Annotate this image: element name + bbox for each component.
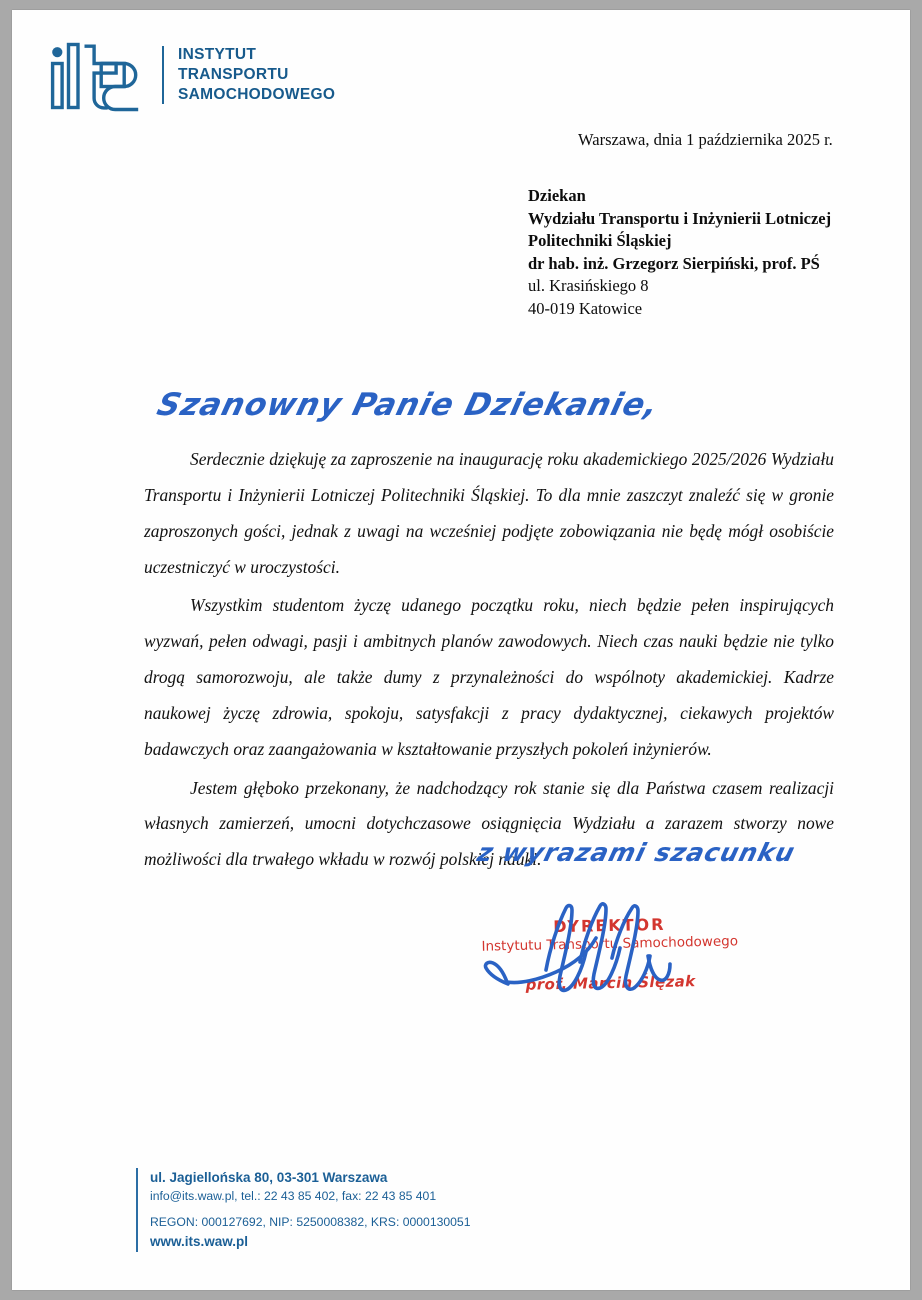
footer: [136, 1168, 471, 1252]
stamp-title: DYREKTOR: [553, 914, 666, 937]
footer-contact: info@its.waw.pl, tel.: 22 43 85 402, fax: 22 43 85 401: [150, 1188, 437, 1203]
addressee-line-1: Dziekan: [528, 186, 586, 205]
footer-website: www.its.waw.pl: [150, 1233, 249, 1249]
stamp-name: prof. Marcin Ślęzak: [525, 972, 696, 994]
logo-divider: [162, 46, 164, 104]
addressee-line-5: ul. Krasińskiego 8: [528, 276, 649, 296]
footer-registry: REGON: 000127692, NIP: 5250008382, KRS: 0000130051: [150, 1215, 471, 1230]
addressee-block: [528, 185, 831, 321]
body-paragraph-1: [144, 442, 834, 585]
addressee-line-6: 40-019 Katowice: [528, 298, 643, 318]
institute-name-line2: TRANSPORTU: [178, 65, 289, 83]
addressee-line-3: Politechniki Śląskiej: [528, 231, 672, 251]
its-monogram-logo-icon: [48, 38, 152, 112]
addressee-line-2: Wydziału Transportu i Inżynierii Lotniczej: [528, 208, 832, 228]
date-line: Warszawa, dnia 1 października 2025 r.: [578, 130, 833, 149]
body-paragraph-1-text: Serdecznie dziękuję za zaproszenie na inaugurację roku akademickiego 2025/2026 Wydziału Transportu i Inżynierii Lotniczej Politechniki Śląskiej. To dla mnie zaszczyt znaleźć się w gronie zaproszonych gości, jednak z uwagi na wcześniej podjęte zobowiązania nie będę mógł osobiście uczestniczyć w uroczystości.: [144, 449, 834, 577]
signature-block: [460, 900, 760, 1020]
director-stamp: [459, 913, 761, 996]
letterhead: [48, 38, 335, 112]
stamp-organization: Instytutu Transportu Samochodowego: [481, 933, 739, 955]
handwritten-salutation: Szanowny Panie Dziekanie,: [153, 387, 663, 423]
letter-body: [144, 442, 834, 881]
handwritten-closing: z wyrazami szacunku: [474, 838, 799, 867]
institute-name: [178, 45, 335, 105]
body-paragraph-2: [144, 588, 834, 767]
body-paragraph-3-text: Jestem głęboko przekonany, że nadchodzący rok stanie się dla Państwa czasem realizacji własnych zamierzeń, umocni dotychczasowe osiągnięcia Wydziału a zarazem stworzy nowe możliwości dla trwałego wkładu w rozwój polskiej nauki.: [144, 777, 834, 870]
body-paragraph-2-text: Wszystkim studentom życzę udanego początku roku, niech będzie pełen inspirujących wyzwań, pełen odwagi, pasji i ambitnych planów zawodowych. Niech czas nauki będzie nie tylko drogą samorozwoju, ale także dumy z przynależności do wspólnoty akademickiej. Kadrze naukowej życzę zdrowia, spokoju, satysfakcji z pracy dydaktycznej, ciekawych projektów badawczych oraz zaangażowania w kształtowanie przyszłych pokoleń inżynierów.: [144, 595, 834, 759]
footer-address: ul. Jagiellońska 80, 03-301 Warszawa: [150, 1170, 388, 1185]
institute-name-line1: INSTYTUT: [178, 45, 257, 63]
institute-name-line3: SAMOCHODOWEGO: [178, 86, 336, 104]
letter-page: [12, 10, 910, 1290]
addressee-line-4: dr hab. inż. Grzegorz Sierpiński, prof. PŚ: [528, 253, 820, 273]
footer-spacer: [150, 1205, 471, 1214]
